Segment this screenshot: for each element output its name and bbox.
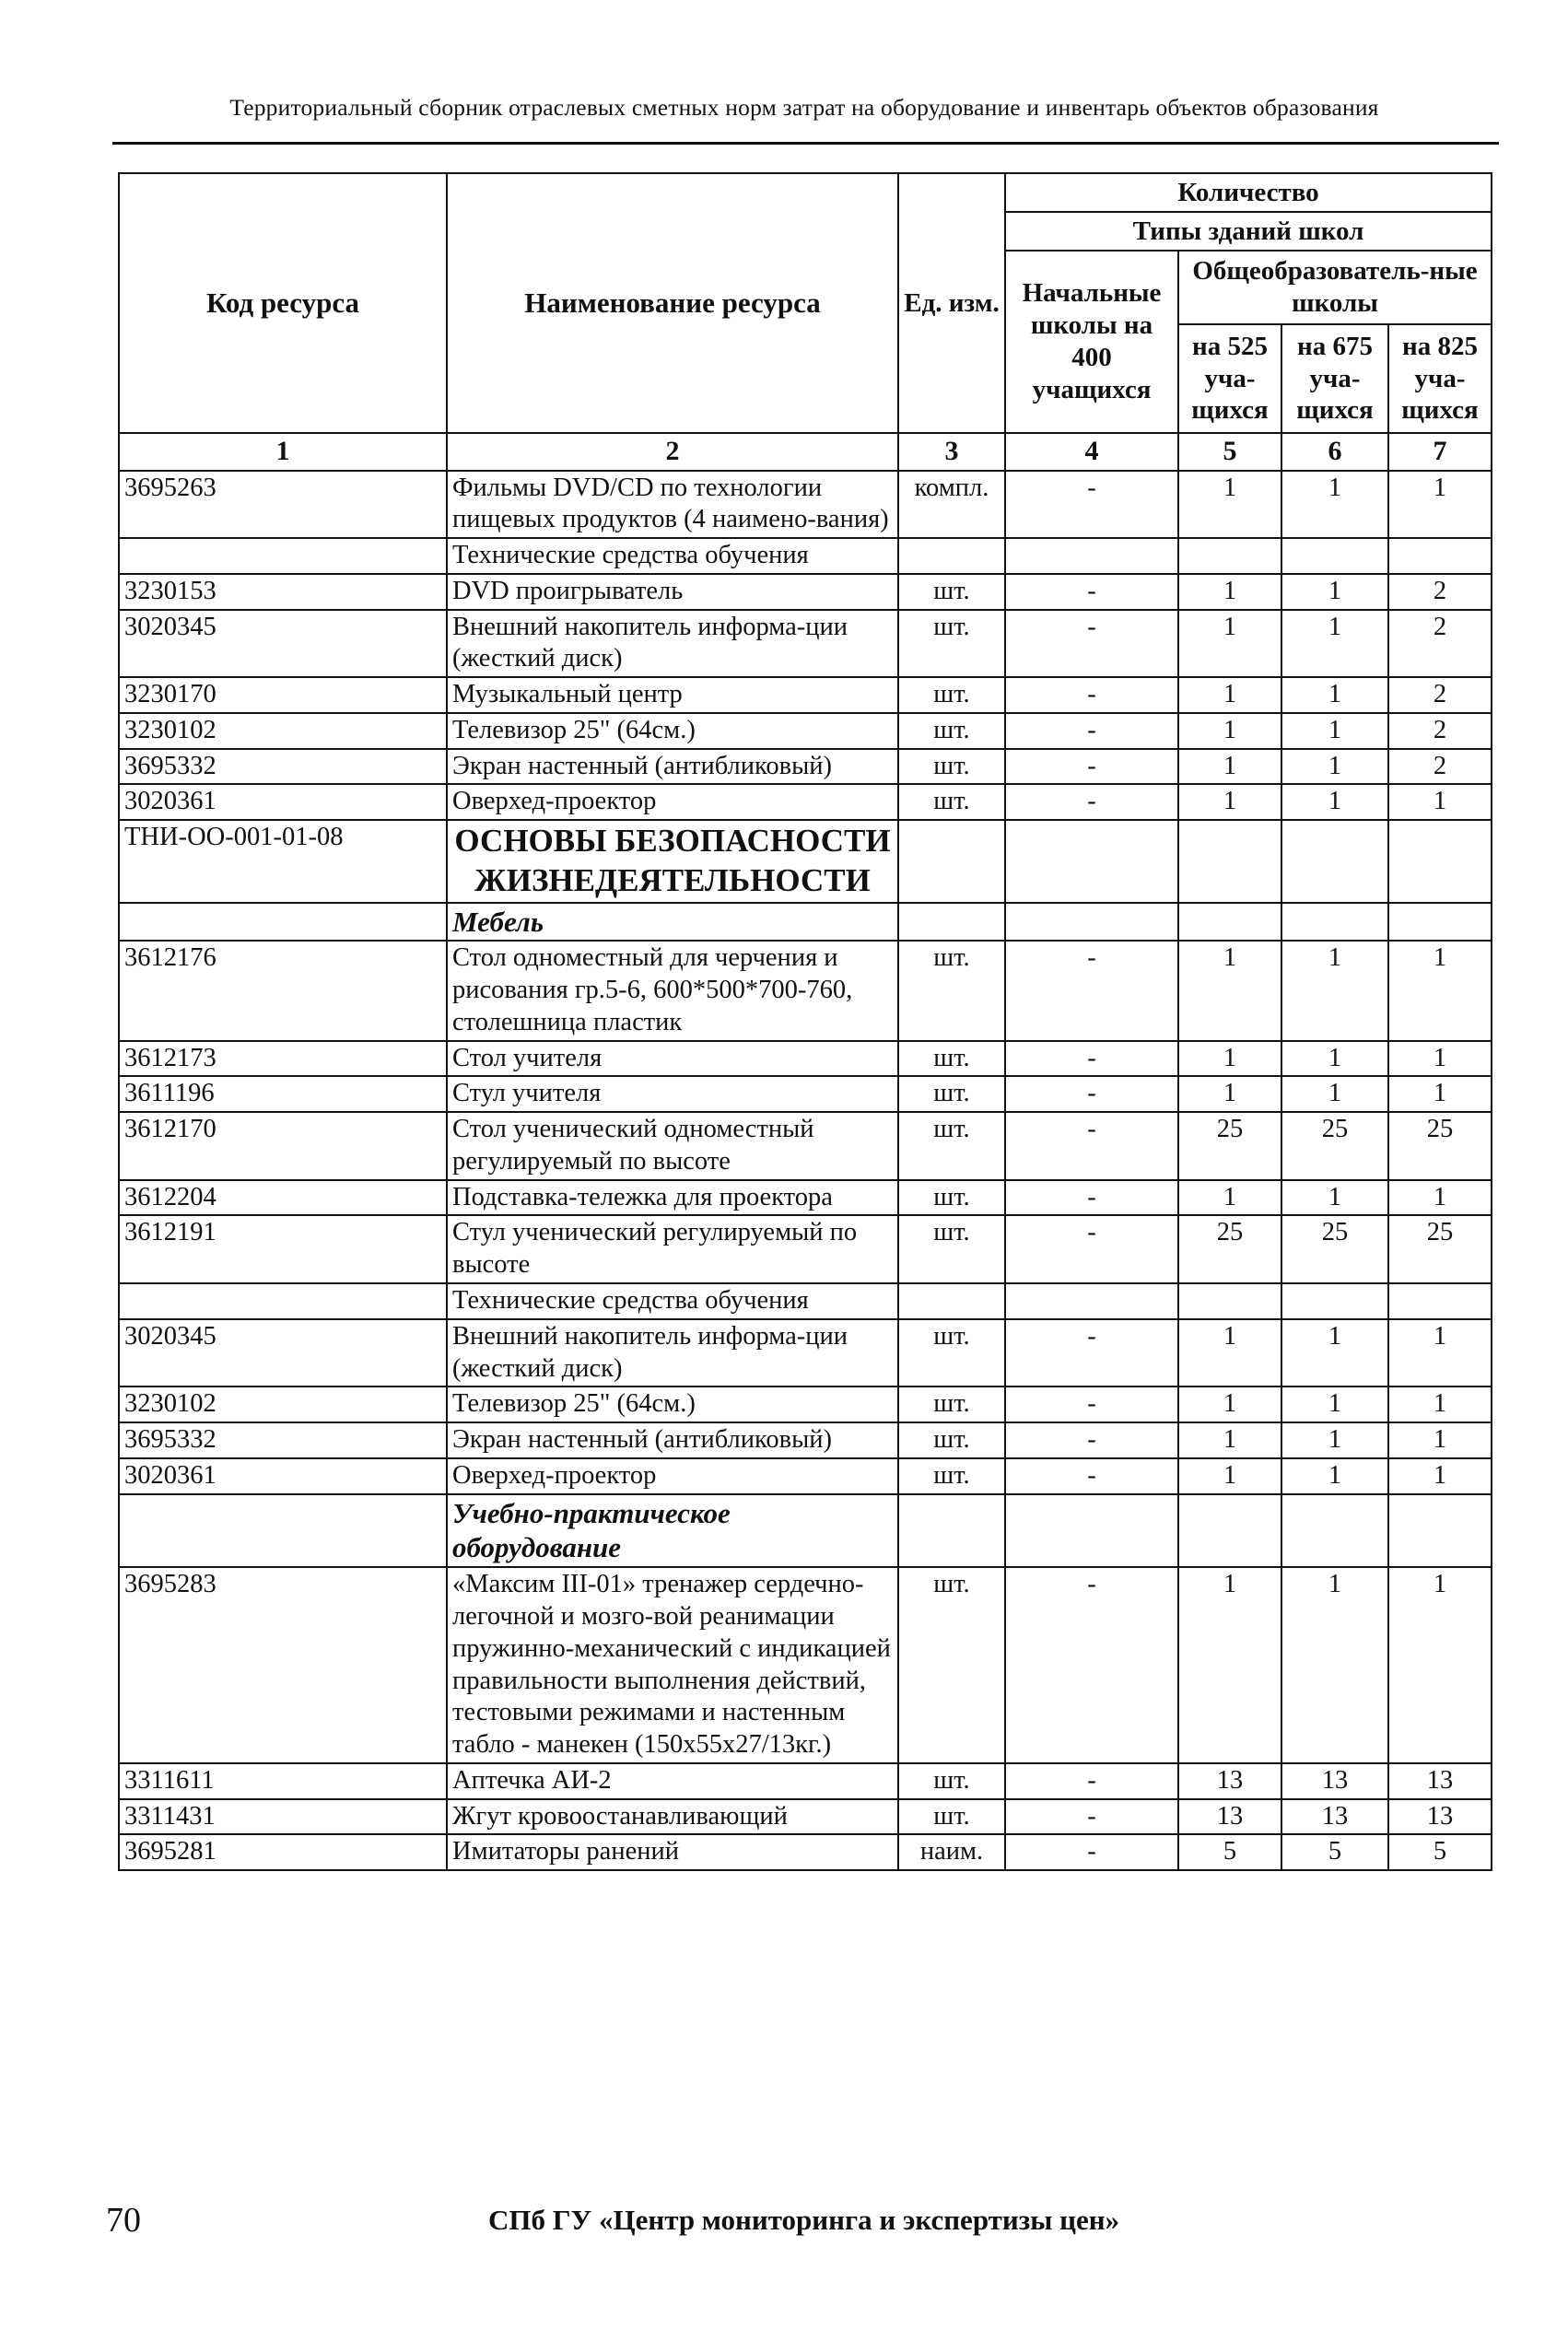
resource-code: 3230153	[119, 574, 447, 610]
qty-825: 1	[1388, 1076, 1492, 1112]
qty-525: 5	[1178, 1834, 1281, 1870]
header-general-schools: Общеобразователь-ные школы	[1178, 251, 1492, 324]
qty-675: 5	[1281, 1834, 1388, 1870]
resource-code: 3311431	[119, 1799, 447, 1835]
page-number: 70	[106, 2201, 141, 2240]
qty-825: 1	[1388, 1319, 1492, 1387]
qty-primary-400	[1005, 1494, 1178, 1568]
resource-name: Стул учителя	[447, 1076, 898, 1112]
qty-825: 2	[1388, 574, 1492, 610]
qty-825: 1	[1388, 1458, 1492, 1494]
qty-primary-400: -	[1005, 1834, 1178, 1870]
resource-name: Учебно-практическое оборудование	[447, 1494, 898, 1568]
resource-name: Экран настенный (антибликовый)	[447, 1422, 898, 1458]
table-row	[119, 784, 1492, 820]
resource-name: Технические средства обучения	[447, 1283, 898, 1319]
qty-primary-400	[1005, 903, 1178, 942]
qty-primary-400: -	[1005, 749, 1178, 785]
unit: шт.	[898, 749, 1005, 785]
qty-825	[1388, 820, 1492, 902]
qty-675: 1	[1281, 941, 1388, 1040]
qty-primary-400: -	[1005, 1386, 1178, 1422]
qty-675: 1	[1281, 713, 1388, 749]
qty-825: 13	[1388, 1763, 1492, 1799]
unit	[898, 903, 1005, 942]
qty-primary-400: -	[1005, 1041, 1178, 1077]
resource-name: Оверхед-проектор	[447, 1458, 898, 1494]
qty-primary-400: -	[1005, 1458, 1178, 1494]
unit: шт.	[898, 1180, 1005, 1216]
qty-525: 1	[1178, 610, 1281, 678]
qty-825: 2	[1388, 713, 1492, 749]
qty-825: 5	[1388, 1834, 1492, 1870]
qty-825: 1	[1388, 784, 1492, 820]
resource-name: Экран настенный (антибликовый)	[447, 749, 898, 785]
qty-825: 1	[1388, 941, 1492, 1040]
table-row	[119, 1458, 1492, 1494]
resource-name: Телевизор 25" (64см.)	[447, 713, 898, 749]
qty-825: 13	[1388, 1799, 1492, 1835]
subsection-row	[119, 903, 1492, 942]
resource-norms-table	[118, 172, 1492, 1871]
qty-525	[1178, 1283, 1281, 1319]
table-row	[119, 471, 1492, 539]
resource-name: Фильмы DVD/CD по технологии пищевых продуктов (4 наимено-вания)	[447, 471, 898, 539]
qty-525: 1	[1178, 1319, 1281, 1387]
table-row	[119, 713, 1492, 749]
qty-525: 25	[1178, 1215, 1281, 1283]
resource-name: Стул ученический регулируемый по высоте	[447, 1215, 898, 1283]
unit: шт.	[898, 610, 1005, 678]
unit: шт.	[898, 1567, 1005, 1763]
header-divider	[112, 142, 1499, 145]
resource-code: 3695263	[119, 471, 447, 539]
resource-name: «Максим III-01» тренажер сердечно-легочной и мозго-вой реанимации пружинно-механический с индикацией правильности выполнения действий, тестовыми режимами и настенным табло - манекен (150х55х27/13кг.)	[447, 1567, 898, 1763]
qty-525: 13	[1178, 1763, 1281, 1799]
table-row	[119, 1076, 1492, 1112]
header-code: Код ресурса	[119, 173, 447, 433]
unit	[898, 1283, 1005, 1319]
unit	[898, 1494, 1005, 1568]
qty-675: 1	[1281, 1319, 1388, 1387]
resource-code: 3695332	[119, 1422, 447, 1458]
resource-name: Мебель	[447, 903, 898, 942]
resource-name: Имитаторы ранений	[447, 1834, 898, 1870]
resource-name: Стол учителя	[447, 1041, 898, 1077]
header-name: Наименование ресурса	[447, 173, 898, 433]
unit: шт.	[898, 1458, 1005, 1494]
column-number: 1	[119, 433, 447, 471]
qty-525	[1178, 820, 1281, 902]
qty-675: 1	[1281, 1386, 1388, 1422]
resource-code	[119, 538, 447, 574]
qty-675: 1	[1281, 574, 1388, 610]
qty-825: 1	[1388, 1180, 1492, 1216]
qty-primary-400: -	[1005, 1180, 1178, 1216]
qty-825	[1388, 1283, 1492, 1319]
qty-675: 1	[1281, 784, 1388, 820]
unit: шт.	[898, 1386, 1005, 1422]
table-row	[119, 1422, 1492, 1458]
resource-code	[119, 1283, 447, 1319]
resource-name: ОСНОВЫ БЕЗОПАСНОСТИ ЖИЗНЕДЕЯТЕЛЬНОСТИ	[447, 820, 898, 902]
qty-primary-400: -	[1005, 574, 1178, 610]
table-row	[119, 1283, 1492, 1319]
qty-525: 1	[1178, 1041, 1281, 1077]
qty-675	[1281, 903, 1388, 942]
qty-825: 2	[1388, 610, 1492, 678]
table-row	[119, 1386, 1492, 1422]
qty-825: 1	[1388, 1567, 1492, 1763]
table-row	[119, 941, 1492, 1040]
table-row	[119, 1112, 1492, 1180]
resource-code: ТНИ-ОО-001-01-08	[119, 820, 447, 902]
resource-name: Аптечка АИ-2	[447, 1763, 898, 1799]
table-row	[119, 1319, 1492, 1387]
unit: шт.	[898, 713, 1005, 749]
unit: шт.	[898, 574, 1005, 610]
qty-675	[1281, 1283, 1388, 1319]
resource-name: Стол одноместный для черчения и рисования гр.5-6, 600*500*700-760, столешница пластик	[447, 941, 898, 1040]
header-quantity: Количество	[1005, 173, 1492, 212]
resource-name: Внешний накопитель информа-ции (жесткий диск)	[447, 610, 898, 678]
table-row	[119, 610, 1492, 678]
qty-primary-400: -	[1005, 784, 1178, 820]
resource-name: Музыкальный центр	[447, 677, 898, 713]
unit: шт.	[898, 1076, 1005, 1112]
qty-675	[1281, 538, 1388, 574]
qty-675: 1	[1281, 471, 1388, 539]
resource-code: 3695332	[119, 749, 447, 785]
table-row	[119, 1567, 1492, 1763]
table-row	[119, 574, 1492, 610]
qty-825: 25	[1388, 1112, 1492, 1180]
resource-name: Оверхед-проектор	[447, 784, 898, 820]
qty-675: 25	[1281, 1112, 1388, 1180]
qty-675: 1	[1281, 749, 1388, 785]
qty-825: 1	[1388, 1386, 1492, 1422]
unit: шт.	[898, 1422, 1005, 1458]
qty-primary-400: -	[1005, 1799, 1178, 1835]
qty-675: 1	[1281, 1076, 1388, 1112]
unit: шт.	[898, 677, 1005, 713]
resource-code: 3230102	[119, 1386, 447, 1422]
qty-525: 1	[1178, 1386, 1281, 1422]
unit: шт.	[898, 941, 1005, 1040]
qty-525	[1178, 903, 1281, 942]
qty-675: 13	[1281, 1763, 1388, 1799]
qty-825: 1	[1388, 1041, 1492, 1077]
resource-code: 3612204	[119, 1180, 447, 1216]
resource-name: Жгут кровоостанавливающий	[447, 1799, 898, 1835]
unit: шт.	[898, 1041, 1005, 1077]
unit: компл.	[898, 471, 1005, 539]
resource-code	[119, 1494, 447, 1568]
qty-675: 1	[1281, 1567, 1388, 1763]
unit: шт.	[898, 1799, 1005, 1835]
qty-675: 25	[1281, 1215, 1388, 1283]
qty-525: 13	[1178, 1799, 1281, 1835]
header-825-students: на 825 уча-щихся	[1388, 324, 1492, 433]
qty-825	[1388, 538, 1492, 574]
resource-code: 3020361	[119, 784, 447, 820]
resource-code: 3695283	[119, 1567, 447, 1763]
table-row	[119, 677, 1492, 713]
qty-825: 1	[1388, 1422, 1492, 1458]
table-row	[119, 1215, 1492, 1283]
qty-primary-400: -	[1005, 713, 1178, 749]
qty-primary-400: -	[1005, 941, 1178, 1040]
resource-code: 3612170	[119, 1112, 447, 1180]
resource-name: Внешний накопитель информа-ции (жесткий диск)	[447, 1319, 898, 1387]
qty-675: 1	[1281, 1422, 1388, 1458]
table-row	[119, 749, 1492, 785]
section-row	[119, 820, 1492, 902]
subsection-row	[119, 1494, 1492, 1568]
qty-825: 1	[1388, 471, 1492, 539]
header-525-students: на 525 уча-щихся	[1178, 324, 1281, 433]
qty-675: 1	[1281, 1180, 1388, 1216]
qty-675: 1	[1281, 610, 1388, 678]
resource-code: 3230170	[119, 677, 447, 713]
resource-code: 3020361	[119, 1458, 447, 1494]
qty-primary-400	[1005, 538, 1178, 574]
header-school-types: Типы зданий школ	[1005, 212, 1492, 251]
column-number: 6	[1281, 433, 1388, 471]
qty-525: 1	[1178, 574, 1281, 610]
column-number-row	[119, 433, 1492, 471]
resource-code: 3612176	[119, 941, 447, 1040]
table-row	[119, 538, 1492, 574]
qty-525: 1	[1178, 1076, 1281, 1112]
unit: шт.	[898, 1763, 1005, 1799]
resource-name: Стол ученический одноместный регулируемый по высоте	[447, 1112, 898, 1180]
qty-525: 1	[1178, 677, 1281, 713]
resource-code: 3020345	[119, 610, 447, 678]
qty-525: 1	[1178, 1458, 1281, 1494]
page-header: Территориальный сборник отраслевых сметных норм затрат на оборудование и инвентарь объектов образования	[229, 94, 1379, 121]
qty-825: 25	[1388, 1215, 1492, 1283]
table-row	[119, 1799, 1492, 1835]
column-number: 2	[447, 433, 898, 471]
resource-name: DVD проигрыватель	[447, 574, 898, 610]
qty-525: 1	[1178, 713, 1281, 749]
header-unit: Ед. изм.	[898, 173, 1005, 433]
qty-primary-400: -	[1005, 1763, 1178, 1799]
qty-525: 1	[1178, 784, 1281, 820]
header-primary-schools: Начальные школы на 400 учащихся	[1005, 251, 1178, 433]
resource-code: 3612191	[119, 1215, 447, 1283]
qty-primary-400: -	[1005, 610, 1178, 678]
qty-825: 2	[1388, 677, 1492, 713]
unit: шт.	[898, 1112, 1005, 1180]
qty-primary-400: -	[1005, 1112, 1178, 1180]
qty-primary-400: -	[1005, 1567, 1178, 1763]
qty-primary-400: -	[1005, 471, 1178, 539]
column-number: 3	[898, 433, 1005, 471]
qty-525	[1178, 538, 1281, 574]
table-row	[119, 1180, 1492, 1216]
qty-675	[1281, 820, 1388, 902]
unit	[898, 538, 1005, 574]
qty-primary-400: -	[1005, 1076, 1178, 1112]
header-675-students: на 675 уча-щихся	[1281, 324, 1388, 433]
qty-primary-400: -	[1005, 677, 1178, 713]
unit: шт.	[898, 1319, 1005, 1387]
qty-675: 1	[1281, 1458, 1388, 1494]
qty-primary-400: -	[1005, 1319, 1178, 1387]
qty-525: 25	[1178, 1112, 1281, 1180]
qty-525: 1	[1178, 471, 1281, 539]
resource-code: 3020345	[119, 1319, 447, 1387]
qty-525	[1178, 1494, 1281, 1568]
column-number: 7	[1388, 433, 1492, 471]
resource-code	[119, 903, 447, 942]
qty-525: 1	[1178, 1567, 1281, 1763]
qty-525: 1	[1178, 941, 1281, 1040]
resource-code: 3612173	[119, 1041, 447, 1077]
qty-525: 1	[1178, 749, 1281, 785]
unit: шт.	[898, 784, 1005, 820]
table-row	[119, 1763, 1492, 1799]
qty-525: 1	[1178, 1422, 1281, 1458]
qty-825	[1388, 1494, 1492, 1568]
unit	[898, 820, 1005, 902]
qty-primary-400: -	[1005, 1422, 1178, 1458]
qty-825: 2	[1388, 749, 1492, 785]
qty-525: 1	[1178, 1180, 1281, 1216]
unit: наим.	[898, 1834, 1005, 1870]
table-row	[119, 1041, 1492, 1077]
column-number: 5	[1178, 433, 1281, 471]
unit: шт.	[898, 1215, 1005, 1283]
qty-825	[1388, 903, 1492, 942]
resource-name: Подставка-тележка для проектора	[447, 1180, 898, 1216]
table-row	[119, 1834, 1492, 1870]
column-number: 4	[1005, 433, 1178, 471]
qty-primary-400	[1005, 1283, 1178, 1319]
qty-675: 13	[1281, 1799, 1388, 1835]
qty-675: 1	[1281, 1041, 1388, 1077]
resource-code: 3230102	[119, 713, 447, 749]
qty-675: 1	[1281, 677, 1388, 713]
resource-code: 3611196	[119, 1076, 447, 1112]
qty-675	[1281, 1494, 1388, 1568]
resource-code: 3695281	[119, 1834, 447, 1870]
resource-code: 3311611	[119, 1763, 447, 1799]
page-footer: СПб ГУ «Центр мониторинга и экспертизы цен»	[488, 2204, 1120, 2236]
resource-name: Технические средства обучения	[447, 538, 898, 574]
qty-primary-400: -	[1005, 1215, 1178, 1283]
qty-primary-400	[1005, 820, 1178, 902]
resource-name: Телевизор 25" (64см.)	[447, 1386, 898, 1422]
